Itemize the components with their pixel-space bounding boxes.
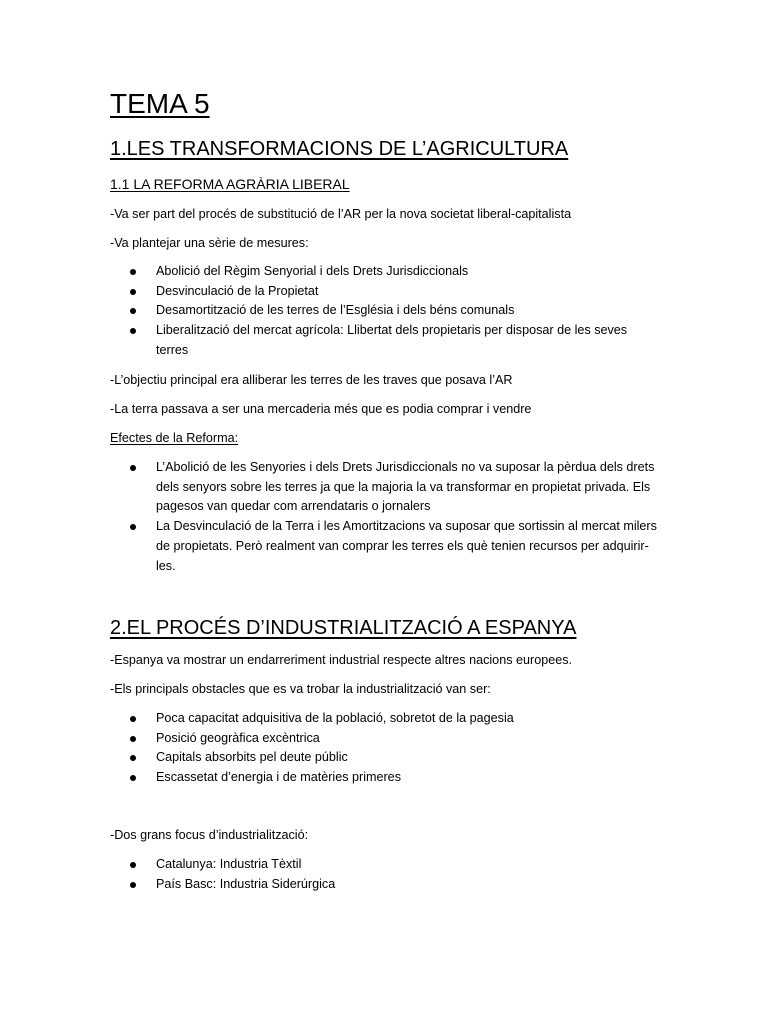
bullet-icon [130, 755, 136, 761]
bullet-icon [130, 736, 136, 742]
list-item: Desvinculació de la Propietat [130, 282, 660, 302]
list-item: Escassetat d’energia i de matèries primeres [130, 768, 660, 788]
effects-heading: Efectes de la Reforma: [110, 431, 239, 445]
paragraph: -Dos grans focus d’industrialització: [110, 828, 309, 842]
list-item: Liberalització del mercat agrícola: Llibertat dels propietaris per disposar de les seves terres [130, 321, 660, 360]
obstacles-list [130, 709, 660, 788]
paragraph: -L’objectiu principal era alliberar les terres de les traves que posava l’AR [110, 373, 513, 387]
list-item: L’Abolició de les Senyories i dels Drets Jurisdiccionals no va suposar la pèrdua dels drets dels senyors sobre les terres ja que la majoria la va transformar en propietat privada. Els pagesos van quedar com arrendataris o jornalers [130, 458, 660, 517]
list-item: Abolició del Règim Senyorial i dels Drets Jurisdiccionals [130, 262, 660, 282]
list-item: Poca capacitat adquisitiva de la població, sobretot de la pagesia [130, 709, 660, 729]
bullet-icon [130, 289, 136, 295]
section-1-1-subheading: 1.1 LA REFORMA AGRÀRIA LIBERAL [110, 176, 350, 192]
bullet-icon [130, 524, 136, 530]
bullet-icon [130, 716, 136, 722]
paragraph: -Va plantejar una sèrie de mesures: [110, 236, 309, 250]
list-item: País Basc: Industria Siderúrgica [130, 875, 660, 895]
bullet-icon [130, 775, 136, 781]
paragraph: -Espanya va mostrar un endarreriment industrial respecte altres nacions europees. [110, 653, 573, 667]
bullet-icon [130, 882, 136, 888]
bullet-icon [130, 862, 136, 868]
document-title: TEMA 5 [110, 88, 210, 119]
bullet-icon [130, 328, 136, 334]
section-2-heading: 2.EL PROCÉS D’INDUSTRIALITZACIÓ A ESPANYA [110, 617, 577, 639]
measures-list [130, 262, 660, 361]
list-item: Catalunya: Industria Tèxtil [130, 855, 660, 875]
paragraph: -La terra passava a ser una mercaderia més que es podia comprar i vendre [110, 402, 532, 416]
paragraph: -Els principals obstacles que es va trobar la industrialització van ser: [110, 682, 491, 696]
effects-list [130, 458, 660, 576]
list-item: Posició geogràfica excèntrica [130, 729, 660, 749]
bullet-icon [130, 308, 136, 314]
bullet-icon [130, 269, 136, 275]
section-1-heading: 1.LES TRANSFORMACIONS DE L’AGRICULTURA [110, 138, 569, 160]
paragraph: -Va ser part del procés de substitució de l’AR per la nova societat liberal-capitalista [110, 207, 572, 221]
bullet-icon [130, 465, 136, 471]
list-item: Capitals absorbits pel deute públic [130, 748, 660, 768]
focuses-list [130, 855, 660, 894]
list-item: La Desvinculació de la Terra i les Amortitzacions va suposar que sortissin al mercat milers de propietats. Però realment van comprar les terres els què tenien recursos per adquirir-les. [130, 517, 660, 576]
list-item: Desamortització de les terres de l’Església i dels béns comunals [130, 301, 660, 321]
